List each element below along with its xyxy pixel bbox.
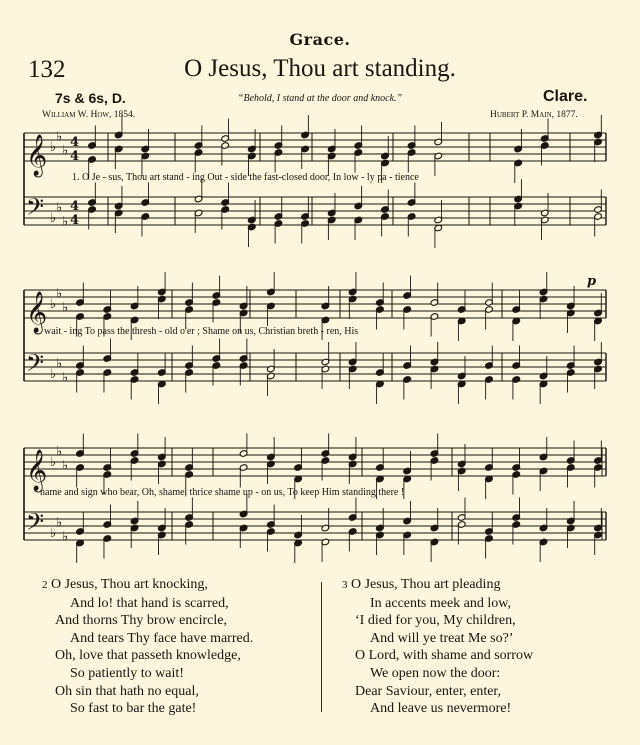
verse-line: Dear Saviour, enter, enter, [355,683,502,699]
verse-line: So patiently to wait! [70,665,184,681]
flat-sign-icon: ♭ [56,286,63,302]
treble-clef-icon: 𝄞 [26,292,48,333]
flat-sign-icon: ♭ [56,129,63,145]
verse-line: In accents meek and low, [370,595,511,611]
flat-sign-icon: ♭ [62,300,69,316]
verse-line: Oh, love that passeth knowledge, [55,648,241,664]
verse-line: And lo! that hand is scarred, [70,595,229,611]
bass-clef-icon: 𝄢 [26,349,45,382]
time-signature-top: 4 [70,199,80,214]
bass-clef-icon: 𝄢 [26,193,45,226]
flat-sign-icon: ♭ [62,214,69,230]
flat-sign-icon: ♭ [56,515,63,531]
dynamic-mark: p [587,274,597,289]
hymn-number: 132 [28,56,66,83]
verse-line: Oh sin that hath no equal, [55,683,199,699]
flat-sign-icon: ♭ [50,211,57,226]
verse-line: ‘I died for you, My children, [355,613,516,629]
section-heading: Grace. [289,30,351,49]
flat-sign-icon: ♭ [50,297,57,312]
verse-divider [321,582,322,712]
tune-name: Clare. [543,88,588,105]
treble-clef-icon: 𝄞 [26,135,48,176]
flat-sign-icon: ♭ [50,140,57,155]
verse-number: 3 [342,579,348,591]
verse-3 [342,576,533,718]
time-signature-bottom: 4 [70,213,80,228]
verse-line: And will ye treat Me so?’ [370,630,514,646]
epigraph: “Behold, I stand at the door and knock.” [237,93,403,104]
verse-line: And leave us nevermore! [370,701,512,717]
flat-sign-icon: ♭ [62,143,69,159]
verse-2 [42,576,253,718]
flat-sign-icon: ♭ [56,444,63,460]
flat-sign-icon: ♭ [62,370,69,386]
verse-line: And thorns Thy brow encircle, [55,613,227,629]
verse-line: O Jesus, Thou art pleading [351,577,501,592]
verse-line: So fast to bar the gate! [70,701,197,717]
time-signature-top: 4 [70,135,80,150]
verse-line: O Jesus, Thou art knocking, [51,577,208,592]
flat-sign-icon: ♭ [56,200,63,216]
composer-credit: Hubert P. Main, 1877. [490,110,578,120]
lyric-line-3: name and sign who bear, Oh, shame, thrice shame up - on us, To keep Him standing there ! [40,487,405,498]
flat-sign-icon: ♭ [56,356,63,372]
author-credit: William W. How, 1854. [42,110,136,120]
treble-clef-icon: 𝄞 [26,450,48,491]
flat-sign-icon: ♭ [62,529,69,545]
verse-line: O Lord, with shame and sorrow [355,648,534,664]
bass-clef-icon: 𝄢 [26,508,45,541]
verse-line: We open now the door: [370,665,501,681]
verse-line: And tears Thy face have marred. [70,630,254,646]
hymn-title: O Jesus, Thou art standing. [184,55,456,82]
flat-sign-icon: ♭ [62,458,69,474]
flat-sign-icon: ♭ [50,455,57,470]
flat-sign-icon: ♭ [50,526,57,541]
flat-sign-icon: ♭ [50,367,57,382]
verse-number: 2 [42,579,48,591]
meter-label: 7s & 6s, D. [55,90,126,106]
lyric-line-1: 1. O Je - sus, Thou art stand - ing Out - side the fast-closed door, In low - ly pa - tience [72,172,419,183]
lyric-line-2: wait - ing To pass the thresh - old o'er ; Shame on us, Christian breth - ren, His [44,326,359,337]
time-signature-bottom: 4 [70,149,80,164]
